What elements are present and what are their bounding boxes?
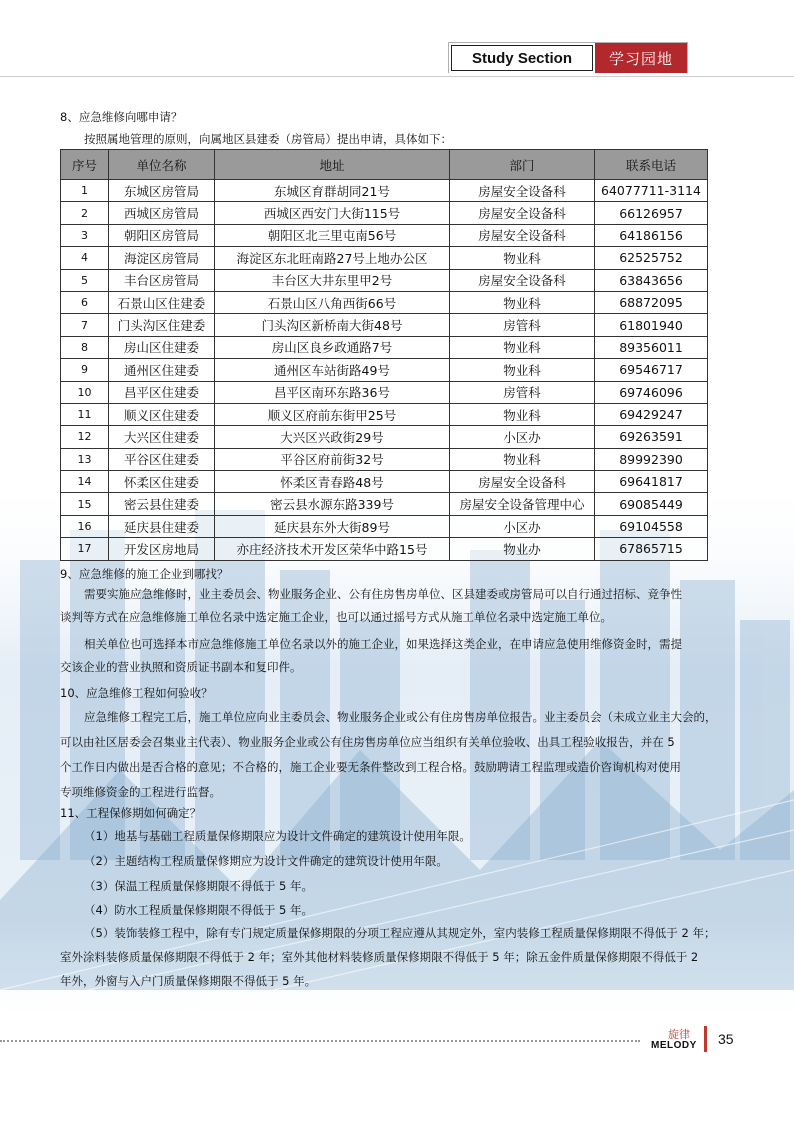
table-row (61, 291, 708, 313)
cell-address: 延庆县东外大街89号 (215, 515, 450, 537)
cell-department: 物业科 (450, 291, 595, 313)
cell-phone: 67865715 (595, 538, 708, 560)
cell-phone: 69263591 (595, 426, 708, 448)
cell-no: 2 (61, 202, 109, 224)
cell-department: 物业科 (450, 336, 595, 358)
cell-phone: 89992390 (595, 448, 708, 470)
cell-department: 房管科 (450, 314, 595, 336)
cell-unit: 东城区房管局 (109, 180, 215, 202)
footer-brand-en: MELODY (651, 1040, 697, 1051)
cell-no: 11 (61, 403, 109, 425)
question-10-line3: 个工作日内做出是否合格的意见；不合格的，施工企业要无条件整改到工程合格。鼓励聘请工程监理或造价咨询机构对使用 (60, 760, 681, 774)
cell-department: 房屋安全设备科 (450, 269, 595, 291)
cell-no: 7 (61, 314, 109, 336)
question-9-title: 9、应急维修的施工企业到哪找？ (60, 567, 229, 581)
cell-no: 5 (61, 269, 109, 291)
cell-unit: 昌平区住建委 (109, 381, 215, 403)
question-10-line2: 可以由社区居委会召集业主代表）、物业服务企业或公有住房售房单位应当组织有关单位验收、出具工程验收报告，并在 5 (60, 735, 675, 749)
cell-department: 房屋安全设备科 (450, 224, 595, 246)
cell-no: 16 (61, 515, 109, 537)
table-row (61, 269, 708, 291)
footer-dotted-rule (0, 1040, 640, 1042)
cell-address: 大兴区兴政街29号 (215, 426, 450, 448)
question-11-item3: （3）保温工程质量保修期限不得低于 5 年。 (84, 879, 313, 893)
cell-unit: 怀柔区住建委 (109, 471, 215, 493)
table-row (61, 448, 708, 470)
question-9-para2-line1: 相关单位也可选择本市应急维修施工单位名录以外的施工企业，如果选择这类企业，在申请应急使用维修资金时，需提 (84, 637, 682, 651)
cell-department: 小区办 (450, 426, 595, 448)
cell-phone: 68872095 (595, 291, 708, 313)
table-row (61, 314, 708, 336)
cell-department: 物业科 (450, 448, 595, 470)
question-9-para1-line1: 需要实施应急维修时，业主委员会、物业服务企业、公有住房售房单位、区县建委或房管局可以自行通过招标、竞争性 (84, 587, 682, 601)
cell-no: 6 (61, 291, 109, 313)
cell-phone: 63843656 (595, 269, 708, 291)
table-row (61, 247, 708, 269)
cell-address: 西城区西安门大街115号 (215, 202, 450, 224)
question-10-line1: 应急维修工程完工后，施工单位应向业主委员会、物业服务企业或公有住房售房单位报告。业主委员会（未成立业主大会的， (84, 710, 717, 724)
section-title-en-box (449, 43, 595, 73)
cell-no: 4 (61, 247, 109, 269)
cell-no: 9 (61, 359, 109, 381)
cell-phone: 69429247 (595, 403, 708, 425)
housing-office-table (60, 149, 708, 561)
question-11-item5-line3: 年外，外窗与入户门质量保修期限不得低于 5 年。 (60, 974, 317, 988)
table-row (61, 381, 708, 403)
question-10-title: 10、应急维修工程如何验收？ (60, 686, 213, 700)
cell-department: 物业科 (450, 403, 595, 425)
question-11-item2: （2）主题结构工程质量保修期应为设计文件确定的建筑设计使用年限。 (84, 854, 448, 868)
cell-no: 13 (61, 448, 109, 470)
column-header-address: 地址 (215, 150, 450, 180)
cell-phone: 62525752 (595, 247, 708, 269)
table-row (61, 224, 708, 246)
cell-department: 物业科 (450, 359, 595, 381)
section-header (448, 42, 688, 73)
cell-address: 海淀区东北旺南路27号上地办公区 (215, 247, 450, 269)
cell-phone: 69746096 (595, 381, 708, 403)
cell-department: 物业科 (450, 247, 595, 269)
table-row (61, 538, 708, 560)
cell-address: 昌平区南环东路36号 (215, 381, 450, 403)
cell-no: 3 (61, 224, 109, 246)
question-11-item5-line2: 室外涂料装修质量保修期限不得低于 2 年；室外其他材料装修质量保修期限不得低于 5 年；除五金件质量保修期限不得低于 2 (60, 950, 699, 964)
cell-phone: 61801940 (595, 314, 708, 336)
cell-department: 房屋安全设备管理中心 (450, 493, 595, 515)
question-8-title: 8、应急维修向哪申请？ (60, 110, 183, 124)
cell-no: 8 (61, 336, 109, 358)
table-row (61, 426, 708, 448)
cell-phone: 64077711-3114 (595, 180, 708, 202)
table-row (61, 202, 708, 224)
section-title-cn: 学习园地 (595, 43, 687, 73)
cell-address: 密云县水源东路339号 (215, 493, 450, 515)
table-row (61, 336, 708, 358)
cell-unit: 朝阳区房管局 (109, 224, 215, 246)
cell-unit: 大兴区住建委 (109, 426, 215, 448)
cell-no: 14 (61, 471, 109, 493)
cell-department: 房管科 (450, 381, 595, 403)
cell-address: 通州区车站街路49号 (215, 359, 450, 381)
page-number: 35 (718, 1031, 734, 1047)
cell-address: 顺义区府前东街甲25号 (215, 403, 450, 425)
cell-phone: 69085449 (595, 493, 708, 515)
cell-department: 房屋安全设备科 (450, 471, 595, 493)
footer-divider-bar (704, 1026, 707, 1052)
cell-phone: 69104558 (595, 515, 708, 537)
table-row (61, 471, 708, 493)
question-11-item4: （4）防水工程质量保修期限不得低于 5 年。 (84, 903, 313, 917)
question-11-title: 11、工程保修期如何确定？ (60, 806, 202, 820)
table-row (61, 180, 708, 202)
cell-no: 10 (61, 381, 109, 403)
cell-unit: 房山区住建委 (109, 336, 215, 358)
question-11-item5-line1: （5）装饰装修工程中，除有专门规定质量保修期限的分项工程应遵从其规定外，室内装修工程质量保修期限不得低于 2 年； (84, 926, 716, 940)
cell-unit: 通州区住建委 (109, 359, 215, 381)
cell-address: 房山区良乡政通路7号 (215, 336, 450, 358)
question-8-intro: 按照属地管理的原则，向属地区县建委（房管局）提出申请，具体如下： (84, 132, 452, 146)
column-header-phone: 联系电话 (595, 150, 708, 180)
cell-unit: 密云县住建委 (109, 493, 215, 515)
cell-department: 物业办 (450, 538, 595, 560)
cell-address: 丰台区大井东里甲2号 (215, 269, 450, 291)
cell-unit: 丰台区房管局 (109, 269, 215, 291)
footer-brand-cn: 旋律 (668, 1028, 690, 1041)
cell-unit: 顺义区住建委 (109, 403, 215, 425)
cell-no: 15 (61, 493, 109, 515)
cell-unit: 开发区房地局 (109, 538, 215, 560)
table-row (61, 403, 708, 425)
question-9-para1-line2: 谈判等方式在应急维修施工单位名录中选定施工企业，也可以通过摇号方式从施工单位名录中选定施工单位。 (60, 610, 612, 624)
cell-unit: 石景山区住建委 (109, 291, 215, 313)
column-header-department: 部门 (450, 150, 595, 180)
cell-department: 房屋安全设备科 (450, 180, 595, 202)
cell-phone: 69641817 (595, 471, 708, 493)
cell-address: 门头沟区新桥南大街48号 (215, 314, 450, 336)
cell-phone: 89356011 (595, 336, 708, 358)
cell-unit: 门头沟区住建委 (109, 314, 215, 336)
cell-unit: 延庆县住建委 (109, 515, 215, 537)
cell-address: 东城区育群胡同21号 (215, 180, 450, 202)
header-rule (0, 76, 794, 77)
cell-address: 石景山区八角西街66号 (215, 291, 450, 313)
cell-unit: 海淀区房管局 (109, 247, 215, 269)
question-11-item1: （1）地基与基础工程质量保修期限应为设计文件确定的建筑设计使用年限。 (84, 829, 471, 843)
table-row (61, 493, 708, 515)
table-row (61, 359, 708, 381)
table-body (61, 180, 708, 561)
cell-no: 12 (61, 426, 109, 448)
cell-address: 怀柔区青春路48号 (215, 471, 450, 493)
cell-address: 平谷区府前街32号 (215, 448, 450, 470)
cell-no: 1 (61, 180, 109, 202)
column-header-unit: 单位名称 (109, 150, 215, 180)
cell-department: 小区办 (450, 515, 595, 537)
cell-unit: 平谷区住建委 (109, 448, 215, 470)
question-9-para2-line2: 交该企业的营业执照和资质证书副本和复印件。 (60, 660, 302, 674)
cell-address: 亦庄经济技术开发区荣华中路15号 (215, 538, 450, 560)
column-header-no: 序号 (61, 150, 109, 180)
cell-unit: 西城区房管局 (109, 202, 215, 224)
section-title-en: Study Section (451, 45, 593, 71)
cell-no: 17 (61, 538, 109, 560)
cell-phone: 64186156 (595, 224, 708, 246)
table-header-row (61, 150, 708, 180)
cell-phone: 69546717 (595, 359, 708, 381)
question-10-line4: 专项维修资金的工程进行监督。 (60, 785, 221, 799)
cell-phone: 66126957 (595, 202, 708, 224)
table-row (61, 515, 708, 537)
cell-department: 房屋安全设备科 (450, 202, 595, 224)
cell-address: 朝阳区北三里屯南56号 (215, 224, 450, 246)
